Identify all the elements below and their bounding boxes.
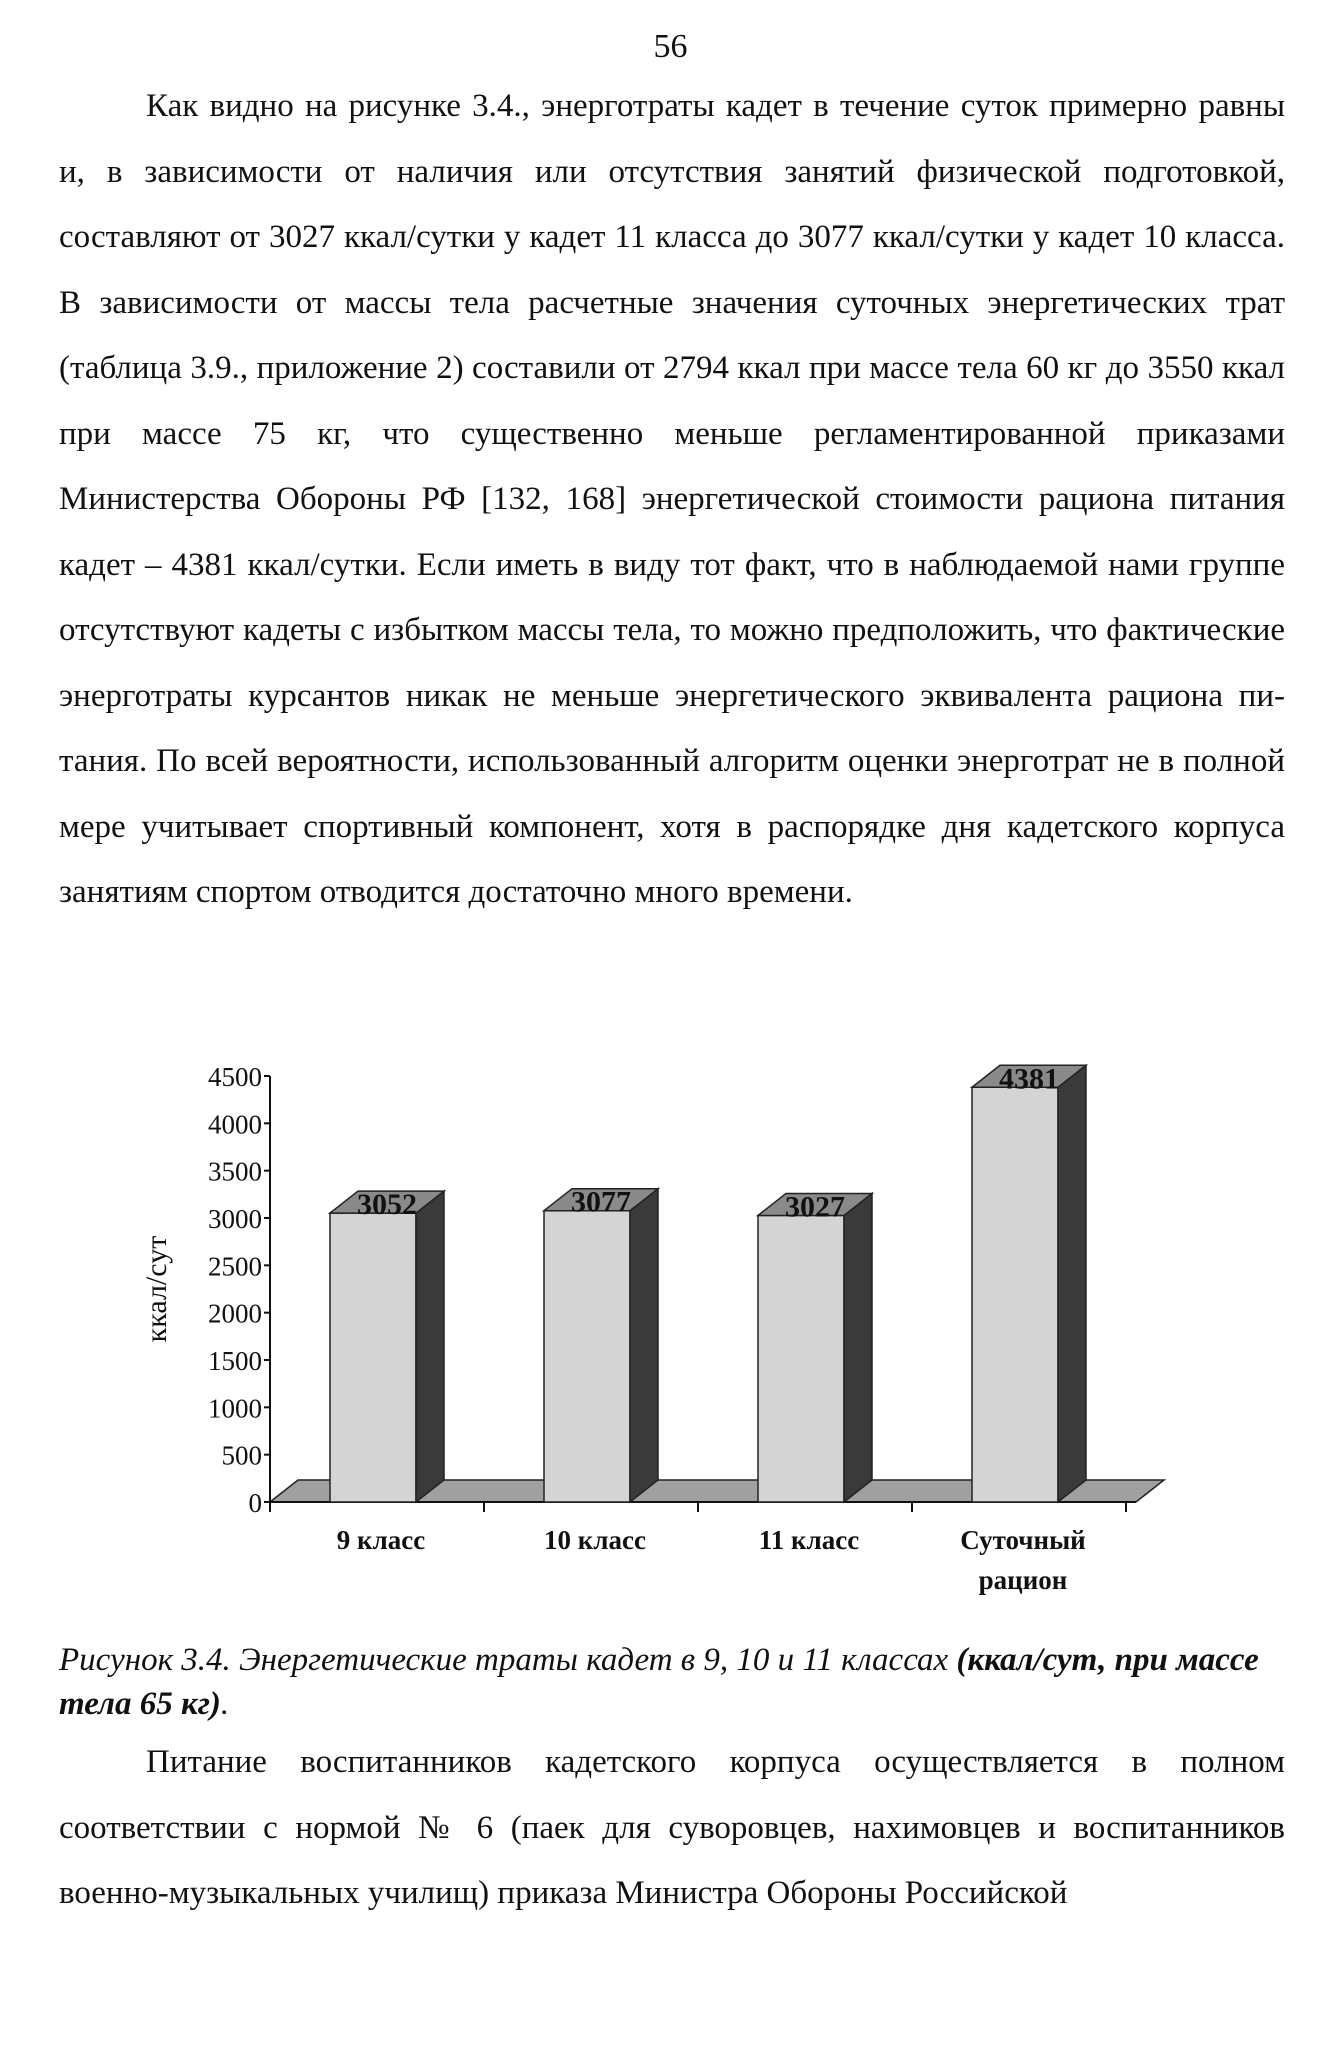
caption-units: (ккал/сут, при массе тела 65 кг) bbox=[59, 1642, 1259, 1722]
y-tick-label: 1000 bbox=[208, 1393, 262, 1424]
paragraph-text: Как видно на рисунке 3.4., энерготраты кадет в течение суток примерно равны и, в зависимости от наличия или отсутствия занятий физической подготовкой, составляют от 3027 ккал/сутки у кадет 11 класса до 3077 ккал/сутки у кадет 10 класса. В зависимости от массы тела расчетные значения суточных энергетических трат (таблица 3.9., приложение 2) составили от 2794 ккал при массе тела 60 кг до 3550 ккал при массе 75 кг, что существенно меньше регламентированной приказами Министерства Обороны РФ [132, 168] энергетической стоимости рациона питания кадет – 4381 ккал/сутки. Если иметь в виду тот факт, что в наблюдаемой нами группе отсутствуют кадеты с избытком массы тела, то можно предположить, что фактические энерготраты курсантов никак не меньше энергетического эквивалента рациона питания. По всей вероятности, использованный алгоритм оценки энерготрат не в полной мере учитывает спортивный компонент, хотя в распорядке дня кадетского корпуса занятиям спортом отводится достаточно много времени. bbox=[59, 88, 1285, 910]
y-tick-label: 4000 bbox=[208, 1109, 262, 1140]
bar-data-label: 4381 bbox=[999, 1062, 1059, 1096]
bar-chart bbox=[0, 1035, 1341, 1595]
x-category-label: Суточный bbox=[960, 1525, 1086, 1555]
y-tick-label: 4500 bbox=[208, 1062, 262, 1092]
bar-front bbox=[972, 1087, 1058, 1502]
bar-side bbox=[630, 1189, 658, 1502]
x-category-label: 10 класс bbox=[544, 1525, 646, 1555]
x-category-label: 9 класс bbox=[336, 1525, 426, 1555]
bar-data-label: 3052 bbox=[357, 1188, 417, 1222]
page-number: 56 bbox=[653, 28, 688, 65]
y-tick-label: 3500 bbox=[208, 1156, 262, 1187]
bar-side bbox=[416, 1191, 444, 1502]
y-tick-label: 1500 bbox=[208, 1346, 262, 1376]
caption-text: Рисунок 3.4. Энергетические траты кадет в 9, 10 и 11 классах bbox=[59, 1642, 957, 1678]
caption-end: . bbox=[220, 1686, 230, 1722]
bar-data-label: 3027 bbox=[785, 1190, 845, 1224]
x-category-label: 11 класс bbox=[758, 1525, 860, 1555]
y-tick-label: 500 bbox=[221, 1440, 262, 1471]
bar-front bbox=[544, 1211, 630, 1502]
y-tick-label: 2500 bbox=[208, 1251, 262, 1282]
paragraph-text-2: Питание воспитанников кадетского корпуса осуществляется в полном соответствии с нормой № 6 (паек для суворовцев, нахимовцев и воспитанников военно-музыкальных училищ) приказа Министра Обороны Российской bbox=[59, 1744, 1285, 1911]
y-tick-label: 0 bbox=[248, 1488, 262, 1518]
bar-front bbox=[758, 1215, 844, 1502]
bar-front bbox=[330, 1213, 416, 1502]
body-paragraph-2 bbox=[59, 1730, 1285, 1927]
body-paragraph-1 bbox=[59, 74, 1285, 926]
bar-side bbox=[1058, 1065, 1086, 1502]
bar-chart-figure bbox=[0, 1035, 1341, 1595]
bar-side bbox=[844, 1193, 872, 1502]
x-category-label: рацион bbox=[978, 1565, 1068, 1595]
y-tick-label: 2000 bbox=[208, 1298, 262, 1329]
y-axis-title: ккал/сут bbox=[140, 1235, 173, 1343]
bar-data-label: 3077 bbox=[571, 1185, 631, 1219]
figure-caption bbox=[59, 1638, 1285, 1726]
y-tick-label: 3000 bbox=[208, 1204, 262, 1234]
